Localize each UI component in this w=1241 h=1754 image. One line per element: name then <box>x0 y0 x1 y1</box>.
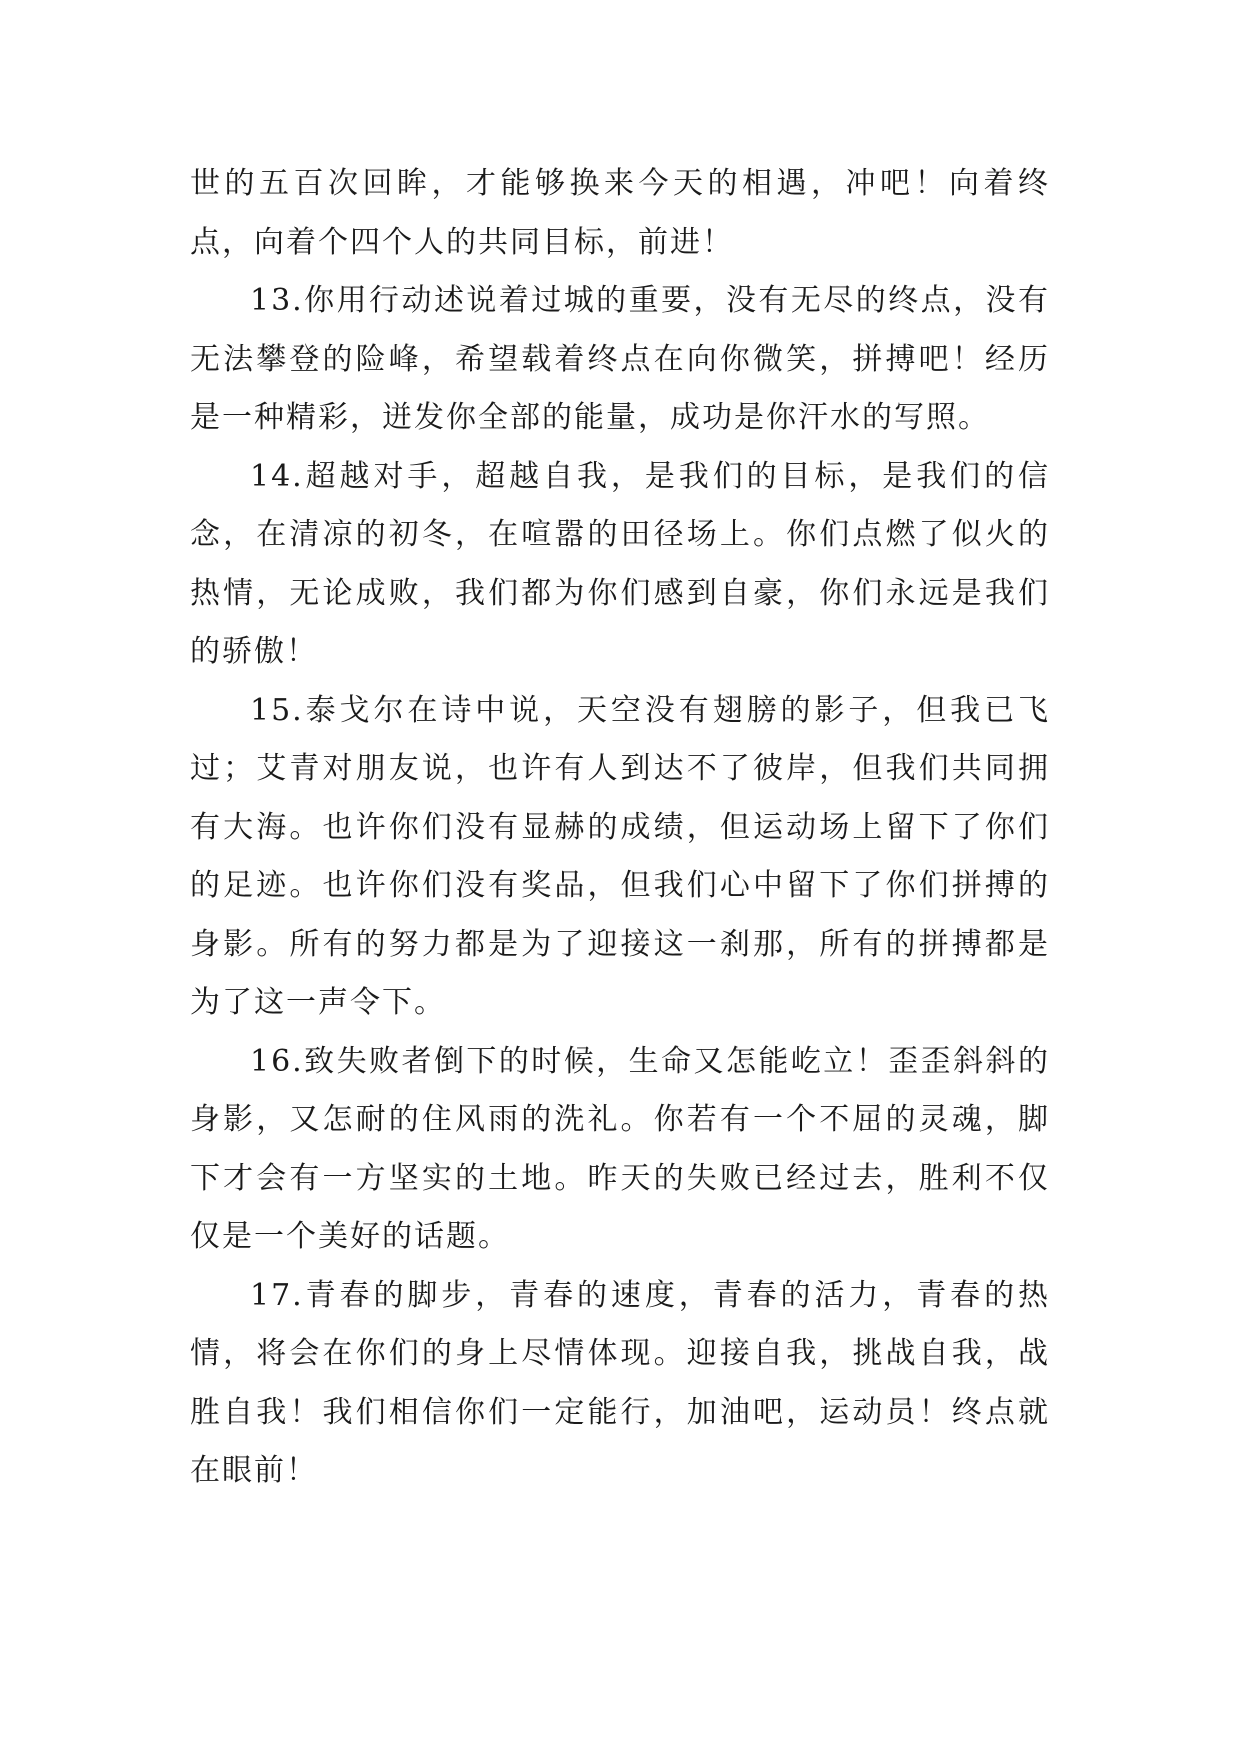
document-body <box>190 155 1050 1501</box>
paragraph-14: 14.超越对手，超越自我，是我们的目标，是我们的信念，在清凉的初冬，在喧嚣的田径场上。你们点燃了似火的热情，无论成败，我们都为你们感到自豪，你们永远是我们的骄傲！ <box>190 458 1050 669</box>
paragraph-16: 16.致失败者倒下的时候，生命又怎能屹立！歪歪斜斜的身影，又怎耐的住风雨的洗礼。你若有一个不屈的灵魂，脚下才会有一方坚实的土地。昨天的失败已经过去，胜利不仅仅是一个美好的话题。 <box>190 1043 1050 1254</box>
paragraph-17: 17.青春的脚步，青春的速度，青春的活力，青春的热情，将会在你们的身上尽情体现。迎接自我，挑战自我，战胜自我！我们相信你们一定能行，加油吧，运动员！终点就在眼前！ <box>190 1277 1050 1488</box>
paragraph-15: 15.泰戈尔在诗中说，天空没有翅膀的影子，但我已飞过；艾青对朋友说，也许有人到达不了彼岸，但我们共同拥有大海。也许你们没有显赫的成绩，但运动场上留下了你们的足迹。也许你们没有奖品，但我们心中留下了你们拼搏的身影。所有的努力都是为了迎接这一刹那，所有的拼搏都是为了这一声令下。 <box>190 692 1050 1020</box>
paragraph-13: 13.你用行动述说着过城的重要，没有无尽的终点，没有无法攀登的险峰，希望载着终点在向你微笑，拼搏吧！经历是一种精彩，迸发你全部的能量，成功是你汗水的写照。 <box>190 283 1050 435</box>
paragraph-continuation: 世的五百次回眸，才能够换来今天的相遇，冲吧！向着终点，向着个四个人的共同目标，前进！ <box>190 166 1050 260</box>
